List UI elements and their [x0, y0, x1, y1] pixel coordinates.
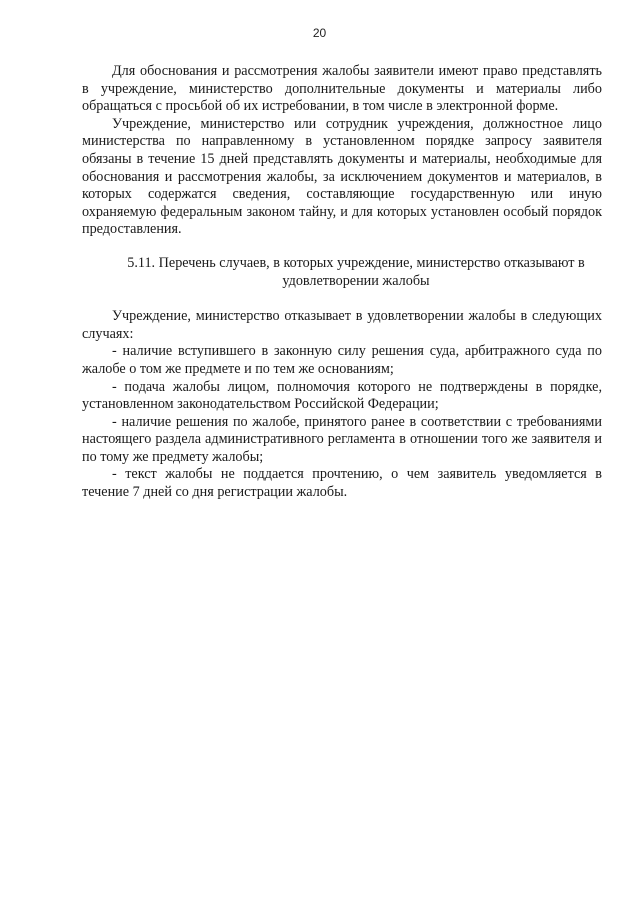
document-body	[82, 63, 602, 502]
section-heading-line-1: 5.11. Перечень случаев, в которых учреждение, министерство отказывают в	[127, 254, 585, 271]
page-number: 20	[312, 26, 327, 40]
paragraph-evidence-rights: Для обоснования и рассмотрения жалобы заявители имеют право представлять в учреждение, министерство дополнительные документы и материалы либо обращаться с просьбой об их истребовании, в том числе в электронной форме.	[82, 63, 602, 115]
list-item-court-decision: - наличие вступившего в законную силу решения суда, арбитражного суда по жалобе о том же предмете и по тем же основаниям;	[82, 343, 602, 377]
list-item-illegible-text: - текст жалобы не поддается прочтению, о чем заявитель уведомляется в течение 7 дней со дня регистрации жалобы.	[82, 466, 602, 501]
paragraph-document-requests: Учреждение, министерство или сотрудник учреждения, должностное лицо министерства по направленному в установленном порядке запросу заявителя обязаны в течение 15 дней представлять документы и материалы, необходимые для обоснования и рассмотрения жалобы, за исключением документов и материалов, в которых содержатся сведения, составляющие государственную или иную охраняемую федеральным законом тайну, и для которых установлен особый порядок предоставления.	[82, 115, 602, 238]
section-heading-line-2: удовлетворении жалобы	[282, 272, 430, 289]
section-heading	[82, 255, 602, 290]
paragraph-refusal-intro: Учреждение, министерство отказывает в удовлетворении жалобы в следующих случаях:	[82, 308, 602, 342]
list-item-unconfirmed-authority: - подача жалобы лицом, полномочия которого не подтверждены в порядке, установленном законодательством Российской Федерации;	[82, 378, 602, 413]
list-item-prior-decision: - наличие решения по жалобе, принятого ранее в соответствии с требованиями настоящего раздела административного регламента в отношении того же заявителя и по тому же предмету жалобы;	[82, 413, 602, 465]
